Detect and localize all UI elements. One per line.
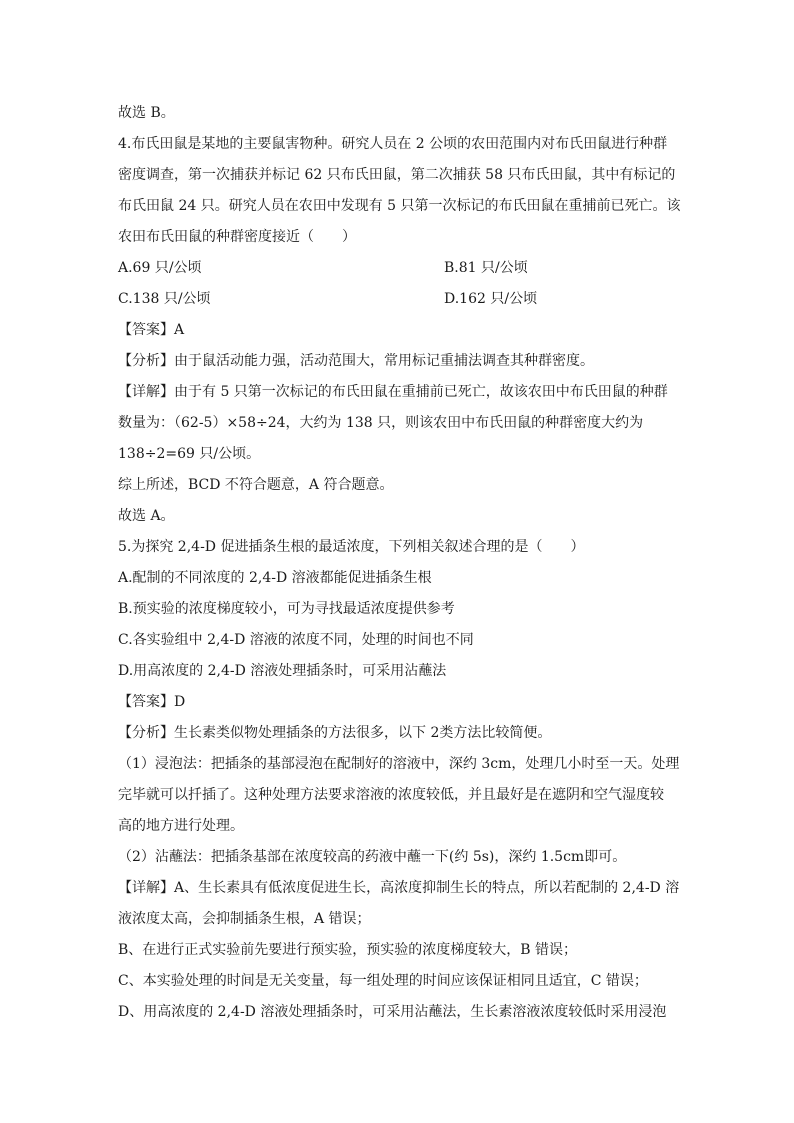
option-c: C.138 只/公顷	[118, 291, 211, 307]
option-d: D.用高浓度的 2,4-D 溶液处理插条时，可采用沾蘸法	[118, 663, 447, 679]
option-a: A.69 只/公顷	[118, 260, 202, 276]
question-4-stem: 农田布氏田鼠的种群密度接近（ ）	[118, 229, 356, 245]
question-4-stem: 密度调查，第一次捕获并标记 62 只布氏田鼠，第二次捕获 58 只布氏田鼠，其中有标记的	[118, 167, 676, 183]
summary-line: 综上所述，BCD 不符合题意，A 符合题意。	[118, 477, 394, 493]
method-line: （2）沾蘸法：把插条基部在浓度较高的药液中蘸一下(约 5s)，深约 1.5cm即可。	[118, 849, 627, 865]
method-line: （1）浸泡法：把插条的基部浸泡在配制好的溶液中，深约 3cm，处理几小时至一天。处理	[118, 756, 680, 772]
method-line: 高的地方进行处理。	[118, 818, 244, 834]
explanation-line: 【详解】由于有 5 只第一次标记的布氏田鼠在重捕前已死亡，故该农田中布氏田鼠的种群	[118, 384, 668, 400]
explanation-line: B、在进行正式实验前先要进行预实验，预实验的浓度梯度较大，B 错误；	[118, 942, 578, 958]
method-line: 完毕就可以扦插了。这种处理方法要求溶液的浓度较低，并且最好是在遮阴和空气湿度较	[118, 787, 664, 803]
option-b: B.81 只/公顷	[444, 260, 528, 276]
explanation-line: 数量为：（62-5）×58÷24，大约为 138 只，则该农田中布氏田鼠的种群密度大约为	[118, 415, 644, 431]
option-b: B.预实验的浓度梯度较小，可为寻找最适浓度提供参考	[118, 601, 455, 617]
question-5-stem: 5.为探究 2,4-D 促进插条生根的最适浓度，下列相关叙述合理的是（ ）	[118, 539, 585, 555]
answer-line: 【答案】A	[118, 322, 185, 338]
selection-line: 故选 A。	[118, 508, 175, 524]
answer-line: 【答案】D	[118, 694, 186, 710]
option-c: C.各实验组中 2,4-D 溶液的浓度不同，处理的时间也不同	[118, 632, 474, 648]
analysis-line: 【分析】生长素类似物处理插条的方法很多，以下 2类方法比较简便。	[118, 725, 552, 741]
option-a: A.配制的不同浓度的 2,4-D 溶液都能促进插条生根	[118, 570, 432, 586]
explanation-line: 138÷2=69 只/公顷。	[118, 446, 261, 462]
question-4-stem: 布氏田鼠 24 只。研究人员在农田中发现有 5 只第一次标记的布氏田鼠在重捕前已死亡。该	[118, 198, 681, 214]
explanation-line: D、用高浓度的 2,4-D 溶液处理插条时，可采用沾蘸法，生长素溶液浓度较低时采用浸泡	[118, 1004, 667, 1020]
analysis-line: 【分析】由于鼠活动能力强，活动范围大，常用标记重捕法调查其种群密度。	[118, 353, 594, 369]
option-d: D.162 只/公顷	[444, 291, 538, 307]
explanation-line: C、本实验处理的时间是无关变量，每一组处理的时间应该保证相同且适宜，C 错误；	[118, 973, 648, 989]
explanation-line: 液浓度太高，会抑制插条生根，A 错误；	[118, 911, 371, 927]
question-4-stem: 4.布氏田鼠是某地的主要鼠害物种。研究人员在 2 公顷的农田范围内对布氏田鼠进行种群	[118, 136, 668, 152]
text-line: 故选 B。	[118, 105, 175, 121]
explanation-line: 【详解】A、生长素具有低浓度促进生长，高浓度抑制生长的特点，所以若配制的 2,4-D 溶	[118, 880, 680, 896]
